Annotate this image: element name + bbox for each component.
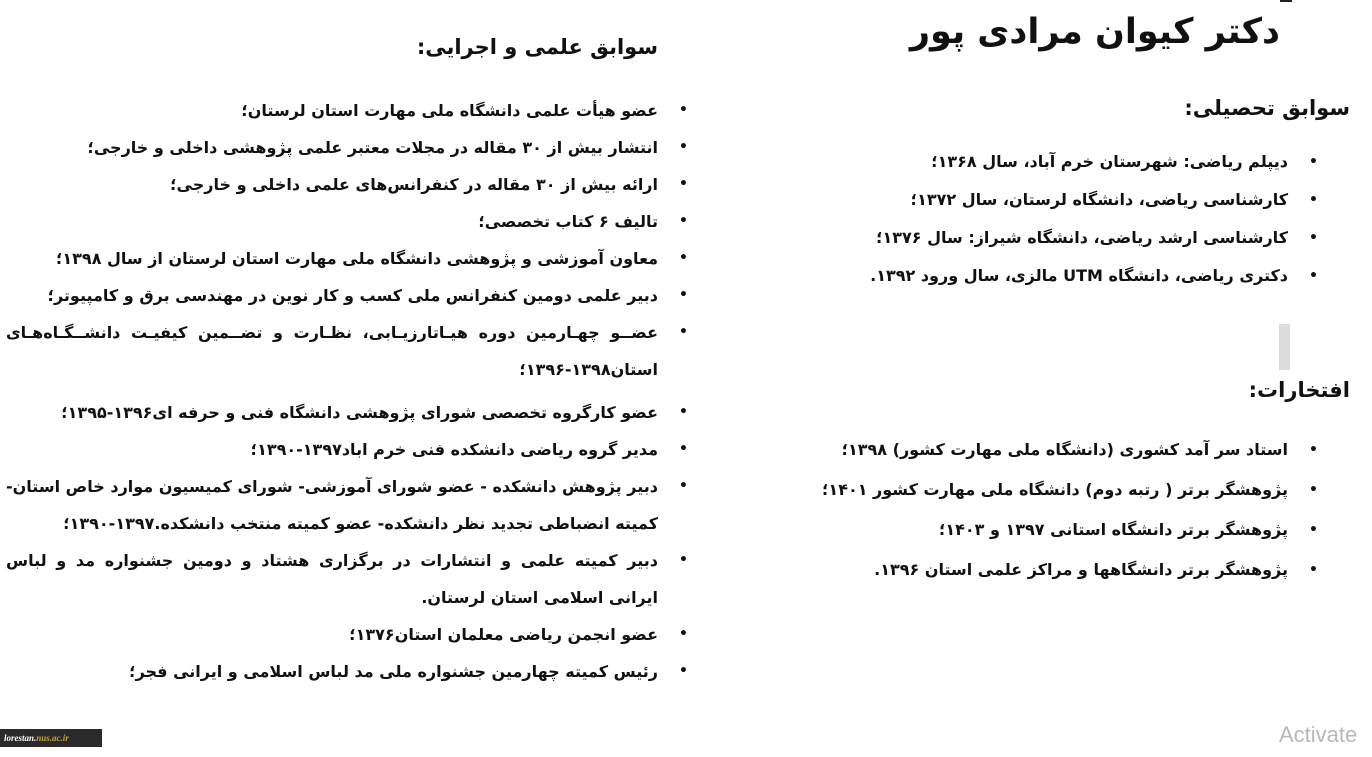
bullet-icon: • — [1309, 192, 1318, 208]
list-item: • عضــو چهـارمین دوره هیـاتارزیـابی، نظـارت و تضــمین کیفیـت دانشــگـاه‌هـای استان۱۳۹۸-۱۳۹۶؛ — [6, 314, 658, 388]
list-item: • ارائه بیش از ۳۰ مقاله در کنفرانس‌های علمی داخلی و خارجی؛ — [6, 166, 658, 203]
bullet-icon: • — [679, 552, 688, 568]
bullet-icon: • — [679, 441, 688, 457]
bullet-icon: • — [679, 139, 688, 155]
list-item: • پژوهشگر برتر دانشگاهها و مراکز علمی استان ۱۳۹۶. — [748, 557, 1288, 583]
bullet-icon: • — [679, 250, 688, 266]
list-item: • معاون آموزشی و پژوهشی دانشگاه ملی مهارت استان لرستان از سال ۱۳۹۸؛ — [6, 240, 658, 277]
list-item: • دبیر علمی دومین کنفرانس ملی کسب و کار نوین در مهندسی برق و کامپیوتر؛ — [6, 277, 658, 314]
bullet-icon: • — [679, 176, 688, 192]
bullet-icon: • — [679, 404, 688, 420]
list-item: • استاد سر آمد کشوری (دانشگاه ملی مهارت کشور) ۱۳۹۸؛ — [748, 437, 1288, 463]
honors-list — [748, 437, 1318, 597]
list-item: • دبیر پژوهش دانشکده - عضو شورای آموزشی- شورای کمیسیون موارد خاص استان- کمیته انضباطی تجدید نظر دانشکده- عضو کمیته منتخب دانشکده.۱۳۹۷-۱۳۹۰؛ — [6, 468, 658, 542]
list-item: • دبیر کمیته علمی و انتشارات در برگزاری هشتاد و دومین جشنواره مد و لباس ایرانی اسلامی استان لرستان. — [6, 542, 658, 616]
education-list — [768, 150, 1318, 302]
bullet-icon: • — [679, 287, 688, 303]
education-heading: سوابق تحصیلی: — [1184, 96, 1350, 120]
list-item: • عضو کارگروه تخصصی شورای پژوهشی دانشگاه فنی و حرفه ای۱۳۹۶-۱۳۹۵؛ — [6, 394, 658, 431]
list-item: • کارشناسی ریاضی، دانشگاه لرستان، سال ۱۳۷۲؛ — [768, 188, 1288, 212]
scientific-heading: سوابق علمی و اجرایی: — [416, 35, 658, 59]
list-item: • دکتری ریاضی، دانشگاه UTM مالزی، سال ورود ۱۳۹۲. — [768, 264, 1288, 288]
list-item: • تالیف ۶ کتاب تخصصی؛ — [6, 203, 658, 240]
list-item: • انتشار بیش از ۳۰ مقاله در مجلات معتبر علمی پژوهشی داخلی و خارجی؛ — [6, 129, 658, 166]
bullet-icon: • — [1309, 154, 1318, 170]
page-title: دکتر کیوان مرادی پور — [909, 12, 1280, 52]
decorative-bar — [1279, 324, 1290, 370]
bullet-icon: • — [1309, 268, 1318, 284]
list-item: • پژوهشگر برتر دانشگاه استانی ۱۳۹۷ و ۱۴۰۳؛ — [748, 517, 1288, 543]
list-item: • رئیس کمیته چهارمین جشنواره ملی مد لباس اسلامی و ایرانی فجر؛ — [6, 653, 658, 690]
bullet-icon: • — [1309, 562, 1318, 578]
bullet-icon: • — [679, 478, 688, 494]
site-watermark: lorestan.nus.ac.ir — [0, 729, 102, 747]
bullet-icon: • — [1309, 482, 1318, 498]
list-item: • دیپلم ریاضی: شهرستان خرم آباد، سال ۱۳۶۸؛ — [768, 150, 1288, 174]
honors-heading: افتخارات: — [1248, 378, 1350, 402]
bullet-icon: • — [679, 663, 688, 679]
list-item: • عضو هیأت علمی دانشگاه ملی مهارت استان لرستان؛ — [6, 92, 658, 129]
bullet-icon: • — [1309, 230, 1318, 246]
bullet-icon: • — [679, 102, 688, 118]
bullet-icon: • — [1309, 522, 1318, 538]
bullet-icon: • — [679, 626, 688, 642]
list-item: • پژوهشگر برتر ( رتبه دوم) دانشگاه ملی مهارت کشور ۱۴۰۱؛ — [748, 477, 1288, 503]
title-decoration — [1280, 0, 1292, 2]
activate-windows-watermark: Activate — [1279, 722, 1358, 747]
list-item: • کارشناسی ارشد ریاضی، دانشگاه شیراز: سال ۱۳۷۶؛ — [768, 226, 1288, 250]
bullet-icon: • — [679, 213, 688, 229]
list-item: • عضو انجمن ریاضی معلمان استان۱۳۷۶؛ — [6, 616, 658, 653]
bullet-icon: • — [679, 324, 688, 340]
bullet-icon: • — [1309, 442, 1318, 458]
list-item: • مدیر گروه ریاضی دانشکده فنی خرم اباد۱۳۹۷-۱۳۹۰؛ — [6, 431, 658, 468]
scientific-list — [6, 92, 688, 690]
